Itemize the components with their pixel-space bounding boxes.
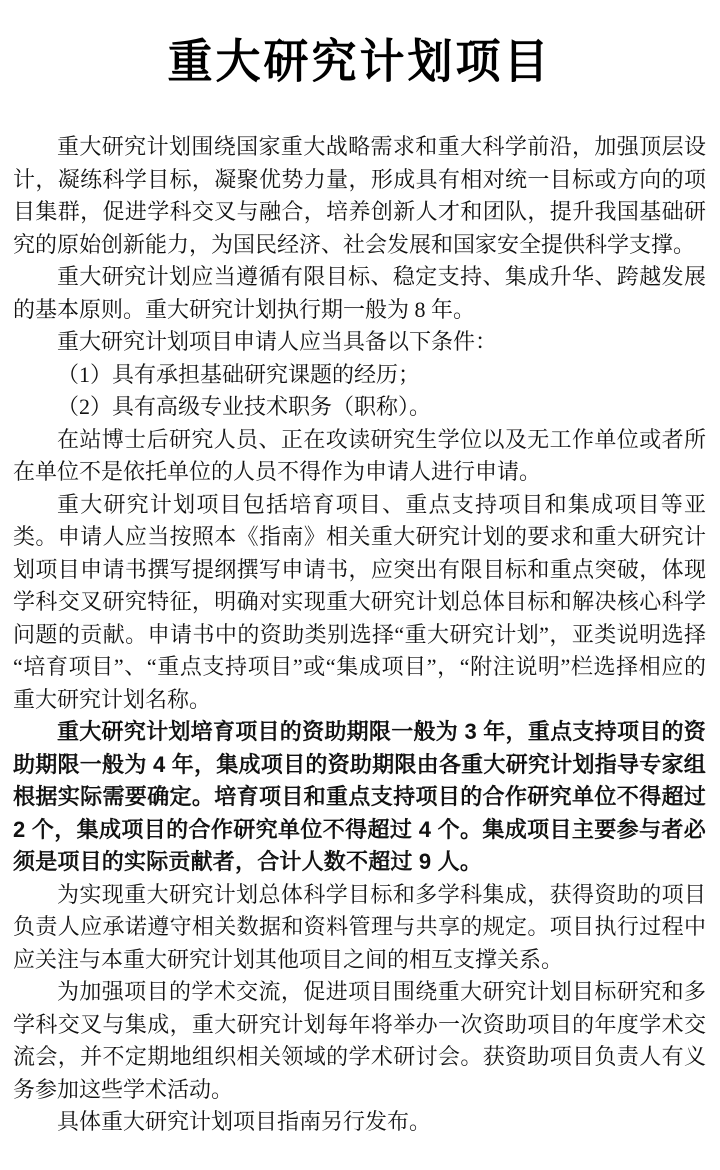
paragraph-restrictions: 在站博士后研究人员、正在攻读研究生学位以及无工作单位或者所在单位不是依托单位的人员不得作为申请人进行申请。 xyxy=(13,426,706,484)
document-body xyxy=(13,131,706,1139)
paragraph-principles: 重大研究计划应当遵循有限目标、稳定支持、集成升华、跨越发展的基本原则。重大研究计划执行期一般为 8 年。 xyxy=(13,264,706,322)
paragraph-funding-terms: 重大研究计划培育项目的资助期限一般为 3 年，重点支持项目的资助期限一般为 4 年，集成项目的资助期限由各重大研究计划指导专家组根据实际需要确定。培育项目和重点支持项目的合作研究单位不得超过 2 个，集成项目的合作研究单位不得超过 4 个。集成项目主要参与者必须是项目的实际贡献者，合计人数不超过 9 人。 xyxy=(13,719,706,874)
paragraph-overview: 重大研究计划围绕国家重大战略需求和重大科学前沿，加强顶层设计，凝练科学目标，凝聚优势力量，形成具有相对统一目标或方向的项目集群，促进学科交叉与融合，培养创新人才和团队，提升我国基础研究的原始创新能力，为国民经济、社会发展和国家安全提供科学支撑。 xyxy=(13,134,706,257)
paragraph-condition-1: （1）具有承担基础研究课题的经历； xyxy=(57,361,421,387)
paragraph-subcategories: 重大研究计划项目包括培育项目、重点支持项目和集成项目等亚类。申请人应当按照本《指南》相关重大研究计划的要求和重大研究计划项目申请书撰写提纲撰写申请书，应突出有限目标和重点突破，体现学科交叉研究特征，明确对实现重大研究计划总体目标和解决核心科学问题的贡献。申请书中的资助类别选择“重大研究计划”，亚类说明选择“培育项目”、“重点支持项目”或“集成项目”，“附注说明”栏选择相应的重大研究计划名称。 xyxy=(13,491,706,712)
paragraph-condition-2: （2）具有高级专业技术职务（职称）。 xyxy=(57,394,432,419)
paragraph-data-sharing: 为实现重大研究计划总体科学目标和多学科集成，获得资助的项目负责人应承诺遵守相关数据和资料管理与共享的规定。项目执行过程中应关注与本重大研究计划其他项目之间的相互支撑关系。 xyxy=(13,881,706,972)
paragraph-academic-exchange: 为加强项目的学术交流，促进项目围绕重大研究计划目标研究和多学科交叉与集成，重大研究计划每年将举办一次资助项目的年度学术交流会，并不定期地组织相关领域的学术研讨会。获资助项目负责人有义务参加这些学术活动。 xyxy=(13,979,706,1102)
paragraph-guide-release: 具体重大研究计划项目指南另行发布。 xyxy=(57,1109,432,1134)
paragraph-applicant-intro: 重大研究计划项目申请人应当具备以下条件： xyxy=(57,329,498,354)
page-title: 重大研究计划项目 xyxy=(167,36,552,88)
